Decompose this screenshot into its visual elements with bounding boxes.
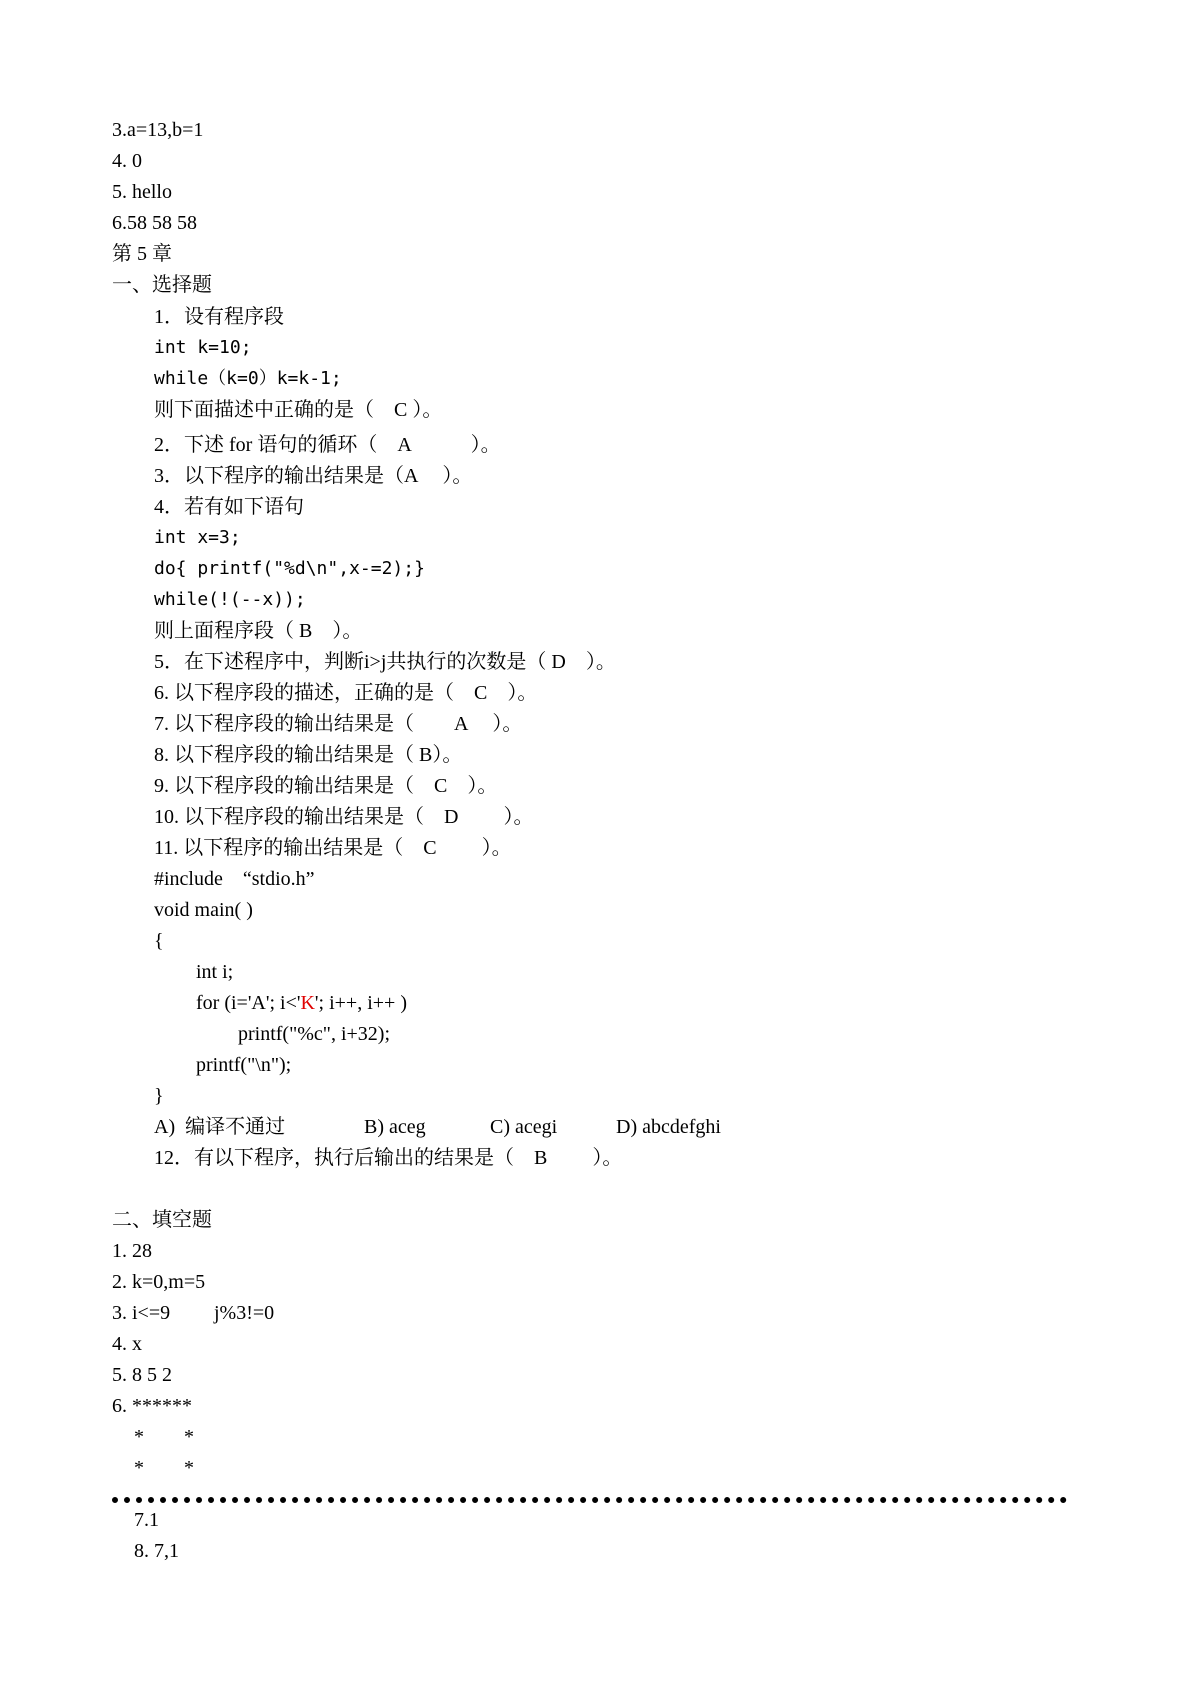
question-7: 7. 以下程序段的输出结果是（ A ）。 (154, 713, 523, 735)
question-9: 9. 以下程序段的输出结果是（ C ）。 (154, 775, 498, 797)
code-line: #include “stdio.h” (154, 868, 315, 890)
question-line: 则上面程序段（ B ）。 (154, 620, 363, 642)
answer-line: 6.58 58 58 (112, 212, 197, 234)
highlighted-char: K (300, 992, 315, 1014)
question-6: 6. 以下程序段的描述，正确的是（ C ）。 (154, 682, 538, 704)
question-5: 5．在下述程序中，判断i>j共执行的次数是（ D ）。 (154, 651, 616, 673)
question-12: 12．有以下程序，执行后输出的结果是（ B ）。 (154, 1147, 623, 1169)
code-fragment: for (i='A'; i<' (196, 992, 301, 1014)
question-2: 2．下述 for 语句的循环（ A ）。 (154, 434, 501, 456)
fill-answer: 3. i<=9 (112, 1302, 171, 1324)
option-b: B) aceg (364, 1116, 426, 1138)
question-11: 11. 以下程序的输出结果是（ C ）。 (154, 837, 512, 859)
question-1: 1．设有程序段 (154, 306, 284, 328)
fill-answer: * * (134, 1457, 194, 1479)
code-line: while(!(--x)); (154, 589, 306, 610)
fill-answer: 7.1 (134, 1509, 159, 1531)
question-8: 8. 以下程序段的输出结果是（ B）。 (154, 744, 463, 766)
code-line: int i; (196, 961, 234, 983)
answer-line: 4. 0 (112, 150, 142, 172)
code-line: do{ printf("%d\n",x-=2);} (154, 558, 425, 579)
code-line: printf("%c", i+32); (238, 1023, 391, 1045)
fill-answer: j%3!=0 (214, 1302, 275, 1324)
answer-line: 3.a=13,b=1 (112, 119, 204, 141)
option-c: C) acegi (490, 1116, 558, 1138)
code-fragment: '; i++, i++ ) (314, 992, 407, 1014)
code-line-for (196, 991, 407, 1015)
code-line: while（k=0）k=k-1; (154, 368, 342, 389)
fill-answer: 4. x (112, 1333, 142, 1355)
dotted-separator (112, 1497, 1067, 1503)
code-line: int k=10; (154, 337, 252, 358)
section-heading: 二、填空题 (112, 1209, 212, 1231)
question-line: 则下面描述中正确的是（ C ）。 (154, 399, 443, 421)
fill-answer: 2. k=0,m=5 (112, 1271, 206, 1293)
question-3: 3．以下程序的输出结果是（A ）。 (154, 465, 473, 487)
fill-answer: 5. 8 5 2 (112, 1364, 172, 1386)
answer-line: 5. hello (112, 181, 172, 203)
fill-answer: * * (134, 1426, 194, 1448)
fill-answer: 6. ****** (112, 1395, 192, 1417)
chapter-heading: 第 5 章 (112, 243, 172, 265)
code-line: int x=3; (154, 527, 241, 548)
code-line: printf("\n"); (196, 1054, 292, 1076)
fill-answer: 8. 7,1 (134, 1540, 179, 1562)
option-d: D) abcdefghi (616, 1116, 721, 1138)
code-line: { (154, 930, 164, 952)
fill-answer: 1. 28 (112, 1240, 152, 1262)
code-line: void main( ) (154, 899, 253, 921)
section-heading: 一、选择题 (112, 274, 212, 296)
code-line: } (154, 1085, 164, 1107)
question-10: 10. 以下程序段的输出结果是（ D ）。 (154, 806, 534, 828)
option-a: A) 编译不通过 (154, 1116, 286, 1138)
question-4: 4．若有如下语句 (154, 496, 304, 518)
